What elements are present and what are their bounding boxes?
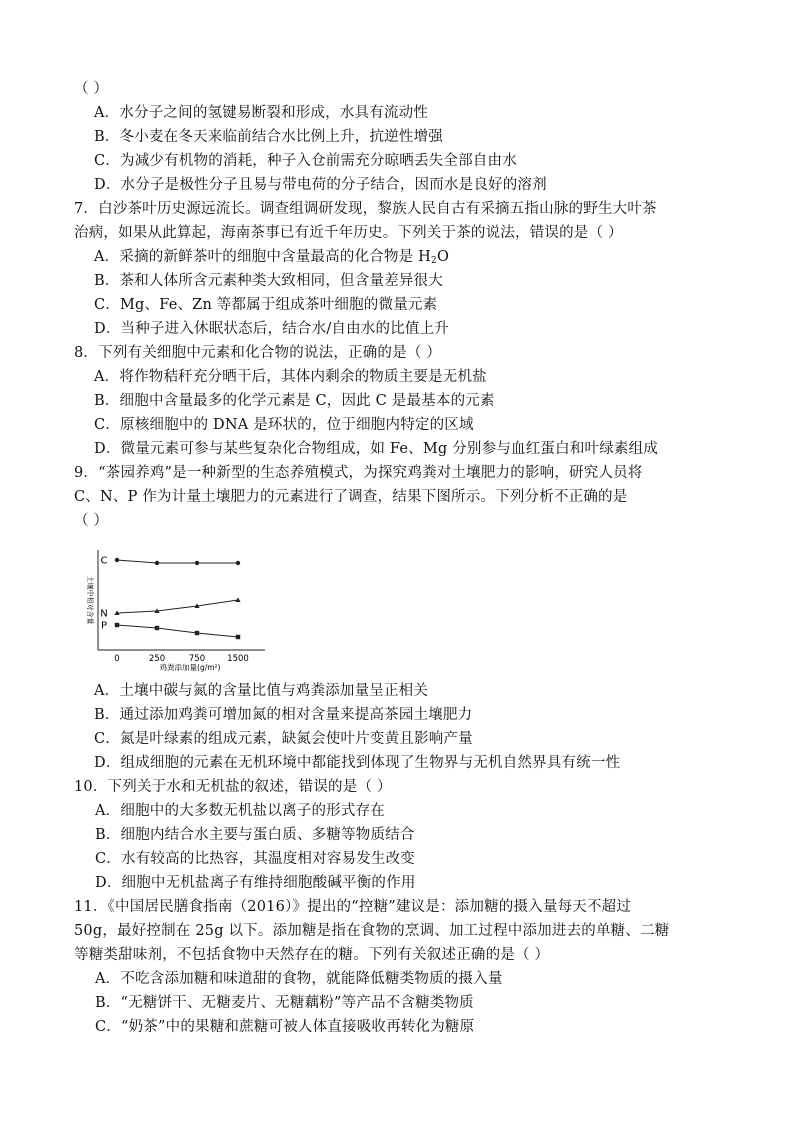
- q9-option-d: D．组成细胞的元素在无机环境中都能找到体现了生物界与无机自然界具有统一性: [94, 755, 621, 771]
- q11-stem-cont2: 等糖类甜味剂，不包括食物中天然存在的糖。下列有关叙述正确的是（ ）: [74, 947, 550, 963]
- data-point-c: [236, 561, 240, 565]
- q11-option-a: A．不吃含添加糖和味道甜的食物，就能降低糖类物质的摄入量: [95, 971, 503, 987]
- data-point-p: [236, 635, 240, 639]
- series-line-n: [117, 600, 238, 613]
- q8-option-c: C．原核细胞中的 DNA 是环状的，位于细胞内特定的区域: [94, 417, 474, 433]
- x-axis-label: 鸡粪添加量(g/m²): [159, 663, 221, 672]
- x-tick-label: 750: [188, 654, 206, 664]
- data-point-p: [155, 626, 159, 630]
- q7-option-a-text: A．采摘的新鲜茶叶的细胞中含量最高的化合物是 H: [94, 249, 432, 265]
- x-tick-label: 250: [148, 654, 166, 664]
- q8-stem: 8．下列有关细胞中元素和化合物的说法，正确的是（ ）: [74, 345, 442, 361]
- x-tick-label: 1500: [227, 654, 249, 664]
- q10-stem: 10．下列关于水和无机盐的叙述，错误的是（ ）: [74, 779, 392, 795]
- q10-option-d: D．细胞中无机盐离子有维持细胞酸碱平衡的作用: [95, 875, 416, 891]
- q7-option-a-sub: 2: [431, 256, 437, 266]
- series-label-p: P: [100, 620, 108, 632]
- q7-option-a-post: O: [436, 249, 450, 265]
- soil-element-chart: [80, 545, 280, 675]
- q11-option-c: C．“奶茶”中的果糖和蔗糖可被人体直接吸收再转化为糖原: [95, 1019, 475, 1035]
- q10-option-b: B．细胞内结合水主要与蛋白质、多糖等物质结合: [95, 827, 415, 843]
- data-point-p: [115, 623, 119, 627]
- q6-option-d: D．水分子是极性分子且易与带电荷的分子结合，因而水是良好的溶剂: [94, 177, 547, 193]
- q7-stem: 7．白沙茶叶历史源远流长。调查组调研发现，黎族人民自古有采摘五指山脉的野生大叶茶: [74, 201, 657, 217]
- q6-option-b: B．冬小麦在冬天来临前结合水比例上升，抗逆性增强: [94, 129, 443, 145]
- q7-option-d: D．当种子进入休眠状态后，结合水/自由水的比值上升: [94, 321, 450, 337]
- data-point-c: [115, 558, 119, 562]
- q6-option-a: A．水分子之间的氢键易断裂和形成，水具有流动性: [94, 105, 429, 121]
- q9-stem: 9．“茶园养鸡”是一种新型的生态养殖模式，为探究鸡粪对土壤肥力的影响，研究人员将: [74, 465, 643, 481]
- y-axis-label: 土壤中相对含量: [86, 575, 94, 625]
- series-label-c: C: [100, 555, 108, 567]
- data-point-c: [155, 561, 159, 565]
- q11-option-b: B．“无糖饼干、无糖麦片、无糖藕粉”等产品不含糖类物质: [95, 995, 474, 1011]
- chart-series: [100, 556, 240, 640]
- q11-stem-cont: 50g，最好控制在 25g 以下。添加糖是指在食物的烹调、加工过程中添加进去的单糖、二糖: [74, 923, 670, 939]
- q9-option-b: B．通过添加鸡粪可增加氮的相对含量来提高茶园土壤肥力: [94, 707, 473, 723]
- q10-option-a: A．细胞中的大多数无机盐以离子的形式存在: [95, 803, 385, 819]
- data-point-p: [195, 631, 199, 635]
- series-line-c: [117, 560, 238, 563]
- answer-bracket: （ ）: [74, 81, 109, 97]
- q10-option-c: C．水有较高的比热容，其温度相对容易发生改变: [95, 851, 415, 867]
- q7-option-b: B．茶和人体所含元素种类大致相同，但含量差异很大: [94, 273, 443, 289]
- x-tick-label: 0: [114, 654, 120, 664]
- series-label-n: N: [100, 608, 108, 620]
- q7-option-a: [94, 247, 449, 271]
- data-point-c: [195, 561, 199, 565]
- series-line-p: [117, 625, 238, 637]
- q8-option-b: B．细胞中含量最多的化学元素是 C，因此 C 是最基本的元素: [94, 393, 495, 409]
- q7-stem-cont: 治病，如果从此算起，海南茶事已有近千年历史。下列关于茶的说法，错误的是（ ）: [74, 225, 623, 241]
- q11-stem: 11．《中国居民膳食指南（2016）》提出的“控糖”建议是：添加糖的摄入量每天不超过: [74, 899, 632, 915]
- q9-bracket: （ ）: [74, 513, 109, 529]
- data-point-n: [235, 597, 240, 602]
- q7-option-c: C．Mg、Fe、Zn 等都属于组成茶叶细胞的微量元素: [94, 297, 438, 313]
- q8-option-a: A．将作物秸秆充分晒干后，其体内剩余的物质主要是无机盐: [94, 369, 487, 385]
- q6-option-c: C．为减少有机物的消耗，种子入仓前需充分晾晒丢失全部自由水: [94, 153, 517, 169]
- q9-option-c: C．氮是叶绿素的组成元素，缺氮会使叶片变黄且影响产量: [94, 731, 473, 747]
- q8-option-d: D．微量元素可参与某些复杂化合物组成，如 Fe、Mg 分别参与血红蛋白和叶绿素组成: [94, 441, 659, 457]
- q9-option-a: A．土壤中碳与氮的含量比值与鸡粪添加量呈正相关: [94, 683, 429, 699]
- q9-stem-cont: C、N、P 作为计量土壤肥力的元素进行了调查，结果下图所示。下列分析不正确的是: [74, 489, 628, 505]
